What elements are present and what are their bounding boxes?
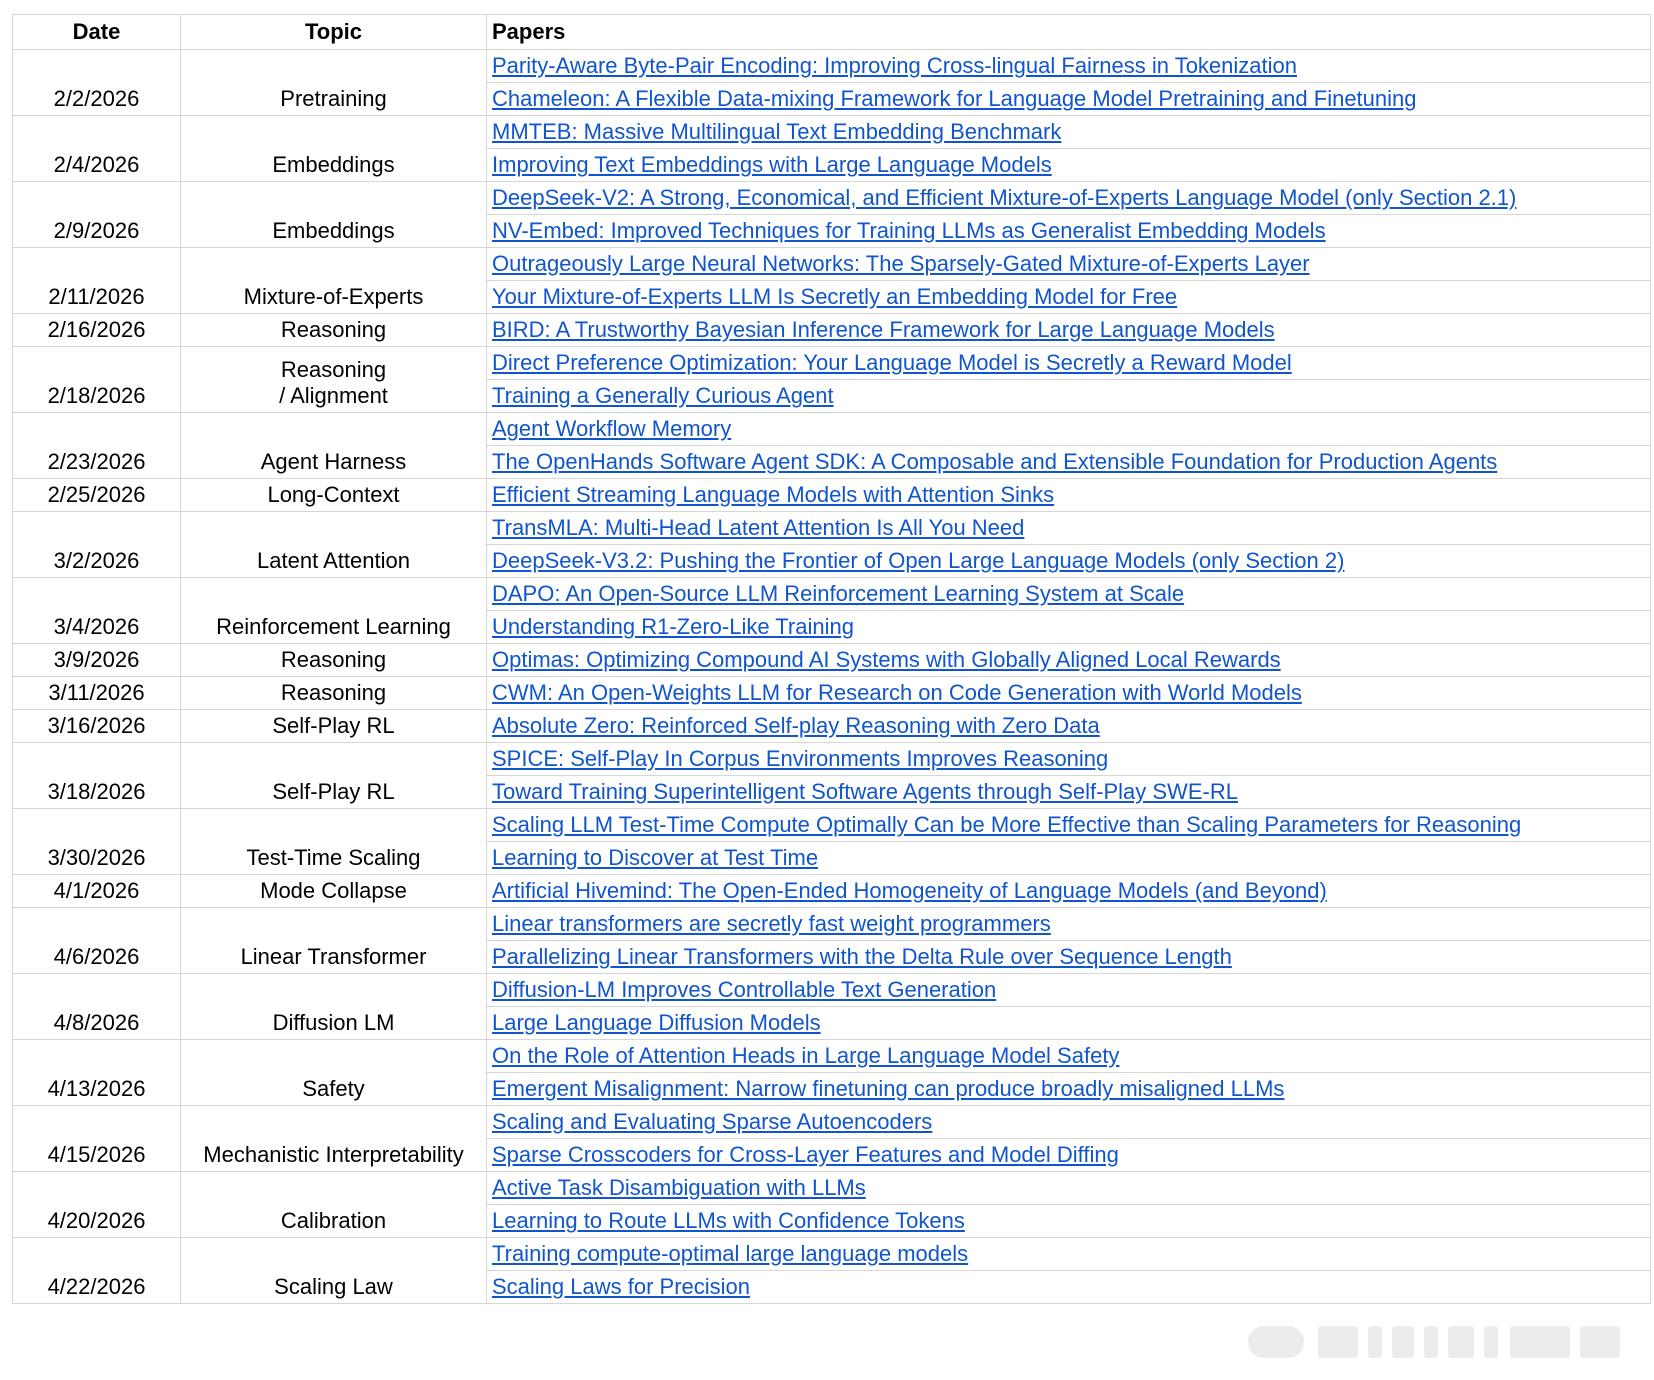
table-row xyxy=(13,50,1651,83)
paper-link[interactable]: Improving Text Embeddings with Large Language Models xyxy=(492,152,1052,177)
paper-link[interactable]: Emergent Misalignment: Narrow finetuning can produce broadly misaligned LLMs xyxy=(492,1076,1285,1101)
paper-cell xyxy=(487,941,1651,974)
topic-label: Self-Play RL xyxy=(272,779,395,804)
paper-link[interactable]: On the Role of Attention Heads in Large Language Model Safety xyxy=(492,1043,1120,1068)
paper-cell xyxy=(487,776,1651,809)
paper-cell xyxy=(487,248,1651,281)
table-row xyxy=(13,479,1651,512)
topic-cell xyxy=(181,1172,487,1238)
table-body xyxy=(13,50,1651,1304)
paper-link[interactable]: Efficient Streaming Language Models with Attention Sinks xyxy=(492,482,1055,507)
topic-cell xyxy=(181,50,487,116)
topic-cell xyxy=(181,314,487,347)
paper-cell xyxy=(487,347,1651,380)
date-cell: 2/18/2026 xyxy=(13,347,181,413)
table-row xyxy=(13,413,1651,446)
topic-cell xyxy=(181,578,487,644)
paper-link[interactable]: Training a Generally Curious Agent xyxy=(492,383,834,408)
paper-cell xyxy=(487,611,1651,644)
topic-label: Pretraining xyxy=(280,86,387,111)
topic-label: Test-Time Scaling xyxy=(246,845,421,870)
paper-link[interactable]: The OpenHands Software Agent SDK: A Composable and Extensible Foundation for Production Agents xyxy=(492,449,1498,474)
topic-label: Reasoning xyxy=(280,317,387,342)
topic-cell xyxy=(181,644,487,677)
paper-cell xyxy=(487,1205,1651,1238)
topic-label: Embeddings xyxy=(272,152,395,177)
date-cell: 4/22/2026 xyxy=(13,1238,181,1304)
date-cell: 4/1/2026 xyxy=(13,875,181,908)
paper-cell xyxy=(487,1271,1651,1304)
paper-link[interactable]: Artificial Hivemind: The Open-Ended Homogeneity of Language Models (and Beyond) xyxy=(492,878,1327,903)
topic-label: Mixture-of-Experts xyxy=(243,284,424,309)
paper-link[interactable]: DeepSeek-V3.2: Pushing the Frontier of Open Large Language Models (only Section 2) xyxy=(492,548,1345,573)
date-cell: 3/16/2026 xyxy=(13,710,181,743)
paper-link[interactable]: Training compute-optimal large language models xyxy=(492,1241,969,1266)
paper-link[interactable]: Absolute Zero: Reinforced Self-play Reasoning with Zero Data xyxy=(492,713,1100,738)
topic-cell xyxy=(181,248,487,314)
header-date: Date xyxy=(13,15,181,50)
paper-cell xyxy=(487,182,1651,215)
paper-cell xyxy=(487,875,1651,908)
table-row xyxy=(13,809,1651,842)
paper-link[interactable]: Sparse Crosscoders for Cross-Layer Features and Model Diffing xyxy=(492,1142,1119,1167)
paper-cell xyxy=(487,1106,1651,1139)
paper-cell xyxy=(487,842,1651,875)
paper-link[interactable]: Your Mixture-of-Experts LLM Is Secretly an Embedding Model for Free xyxy=(492,284,1178,309)
paper-cell xyxy=(487,677,1651,710)
topic-label: Embeddings xyxy=(272,218,395,243)
topic-label: Diffusion LM xyxy=(272,1010,395,1035)
topic-cell xyxy=(181,413,487,479)
topic-cell xyxy=(181,743,487,809)
topic-label: Reasoning / Alignment xyxy=(279,357,388,408)
date-cell: 4/15/2026 xyxy=(13,1106,181,1172)
paper-cell xyxy=(487,380,1651,413)
date-cell: 3/11/2026 xyxy=(13,677,181,710)
date-cell: 4/13/2026 xyxy=(13,1040,181,1106)
topic-cell xyxy=(181,116,487,182)
paper-cell xyxy=(487,908,1651,941)
topic-label: Scaling Law xyxy=(274,1274,393,1299)
table-row xyxy=(13,908,1651,941)
table-row xyxy=(13,182,1651,215)
table-row xyxy=(13,710,1651,743)
table-row xyxy=(13,1238,1651,1271)
table-row xyxy=(13,116,1651,149)
topic-cell xyxy=(181,908,487,974)
topic-cell xyxy=(181,479,487,512)
paper-cell xyxy=(487,314,1651,347)
topic-cell xyxy=(181,974,487,1040)
date-cell: 2/11/2026 xyxy=(13,248,181,314)
topic-label: Reasoning xyxy=(280,647,387,672)
paper-link[interactable]: MMTEB: Massive Multilingual Text Embedding Benchmark xyxy=(492,119,1062,144)
paper-cell xyxy=(487,1238,1651,1271)
date-cell: 2/9/2026 xyxy=(13,182,181,248)
table-row xyxy=(13,578,1651,611)
date-cell: 4/8/2026 xyxy=(13,974,181,1040)
paper-link[interactable]: Direct Preference Optimization: Your Language Model is Secretly a Reward Model xyxy=(492,350,1292,375)
topic-label: Latent Attention xyxy=(257,548,410,573)
paper-link[interactable]: Scaling and Evaluating Sparse Autoencoders xyxy=(492,1109,933,1134)
table-row xyxy=(13,875,1651,908)
date-cell: 2/2/2026 xyxy=(13,50,181,116)
date-cell: 3/30/2026 xyxy=(13,809,181,875)
watermark xyxy=(1248,1320,1628,1368)
table-row xyxy=(13,512,1651,545)
paper-link[interactable]: BIRD: A Trustworthy Bayesian Inference Framework for Large Language Models xyxy=(492,317,1275,342)
paper-link[interactable]: Understanding R1-Zero-Like Training xyxy=(492,614,854,639)
table-row xyxy=(13,677,1651,710)
date-cell: 3/4/2026 xyxy=(13,578,181,644)
paper-link[interactable]: TransMLA: Multi-Head Latent Attention Is All You Need xyxy=(492,515,1025,540)
paper-cell xyxy=(487,578,1651,611)
paper-cell xyxy=(487,479,1651,512)
paper-cell xyxy=(487,1040,1651,1073)
date-cell: 4/20/2026 xyxy=(13,1172,181,1238)
date-cell: 3/18/2026 xyxy=(13,743,181,809)
paper-cell xyxy=(487,446,1651,479)
paper-cell xyxy=(487,644,1651,677)
topic-cell xyxy=(181,1106,487,1172)
paper-cell xyxy=(487,710,1651,743)
paper-cell xyxy=(487,281,1651,314)
paper-link[interactable]: Active Task Disambiguation with LLMs xyxy=(492,1175,866,1200)
table-row xyxy=(13,1106,1651,1139)
topic-label: Mechanistic Interpretability xyxy=(203,1142,464,1167)
topic-label: Safety xyxy=(302,1076,365,1101)
table-row xyxy=(13,743,1651,776)
topic-cell xyxy=(181,347,487,413)
paper-cell xyxy=(487,1139,1651,1172)
paper-cell xyxy=(487,1007,1651,1040)
paper-cell xyxy=(487,413,1651,446)
topic-label: Linear Transformer xyxy=(240,944,427,969)
topic-cell xyxy=(181,677,487,710)
paper-link[interactable]: NV-Embed: Improved Techniques for Training LLMs as Generalist Embedding Models xyxy=(492,218,1326,243)
table-row xyxy=(13,248,1651,281)
topic-cell xyxy=(181,1040,487,1106)
paper-link[interactable]: SPICE: Self-Play In Corpus Environments Improves Reasoning xyxy=(492,746,1109,771)
paper-cell xyxy=(487,743,1651,776)
topic-cell xyxy=(181,182,487,248)
table-row xyxy=(13,347,1651,380)
paper-link[interactable]: Large Language Diffusion Models xyxy=(492,1010,821,1035)
paper-cell xyxy=(487,50,1651,83)
header-papers: Papers xyxy=(487,15,1651,50)
date-cell: 2/4/2026 xyxy=(13,116,181,182)
paper-link[interactable]: Linear transformers are secretly fast weight programmers xyxy=(492,911,1051,936)
paper-link[interactable]: Learning to Route LLMs with Confidence Tokens xyxy=(492,1208,965,1233)
paper-link[interactable]: CWM: An Open-Weights LLM for Research on Code Generation with World Models xyxy=(492,680,1302,705)
topic-label: Agent Harness xyxy=(260,449,407,474)
topic-cell xyxy=(181,710,487,743)
table-row xyxy=(13,314,1651,347)
paper-link[interactable]: Learning to Discover at Test Time xyxy=(492,845,819,870)
topic-cell xyxy=(181,809,487,875)
paper-cell xyxy=(487,512,1651,545)
topic-cell xyxy=(181,875,487,908)
topic-label: Long-Context xyxy=(267,482,400,507)
topic-label: Self-Play RL xyxy=(272,713,395,738)
table-row xyxy=(13,974,1651,1007)
topic-label: Calibration xyxy=(280,1208,387,1233)
paper-cell xyxy=(487,545,1651,578)
paper-cell xyxy=(487,83,1651,116)
paper-link[interactable]: Parallelizing Linear Transformers with the Delta Rule over Sequence Length xyxy=(492,944,1232,969)
paper-link[interactable]: Parity-Aware Byte-Pair Encoding: Improving Cross-lingual Fairness in Tokenization xyxy=(492,53,1297,78)
paper-cell xyxy=(487,809,1651,842)
paper-cell xyxy=(487,215,1651,248)
paper-cell xyxy=(487,1172,1651,1205)
paper-link[interactable]: Chameleon: A Flexible Data-mixing Framework for Language Model Pretraining and Finetuning xyxy=(492,86,1417,111)
date-cell: 3/2/2026 xyxy=(13,512,181,578)
date-cell: 2/25/2026 xyxy=(13,479,181,512)
topic-label: Mode Collapse xyxy=(260,878,407,903)
header-row xyxy=(13,15,1651,50)
paper-cell xyxy=(487,116,1651,149)
topic-label: Reinforcement Learning xyxy=(216,614,451,639)
topic-label: Reasoning xyxy=(280,680,387,705)
header-topic: Topic xyxy=(181,15,487,50)
schedule-table xyxy=(12,14,1651,1304)
paper-cell xyxy=(487,974,1651,1007)
paper-link[interactable]: Agent Workflow Memory xyxy=(492,416,732,441)
table-row xyxy=(13,1040,1651,1073)
date-cell: 2/16/2026 xyxy=(13,314,181,347)
paper-link[interactable]: Scaling LLM Test-Time Compute Optimally Can be More Effective than Scaling Parameters for Reasoning xyxy=(492,812,1522,837)
paper-link[interactable]: DeepSeek-V2: A Strong, Economical, and Efficient Mixture-of-Experts Language Model (only Section 2.1) xyxy=(492,185,1517,210)
paper-cell xyxy=(487,1073,1651,1106)
paper-cell xyxy=(487,149,1651,182)
date-cell: 3/9/2026 xyxy=(13,644,181,677)
paper-link[interactable]: DAPO: An Open-Source LLM Reinforcement Learning System at Scale xyxy=(492,581,1185,606)
paper-link[interactable]: Scaling Laws for Precision xyxy=(492,1274,751,1299)
topic-cell xyxy=(181,512,487,578)
date-cell: 4/6/2026 xyxy=(13,908,181,974)
paper-link[interactable]: Optimas: Optimizing Compound AI Systems with Globally Aligned Local Rewards xyxy=(492,647,1281,672)
paper-link[interactable]: Diffusion-LM Improves Controllable Text Generation xyxy=(492,977,997,1002)
date-cell: 2/23/2026 xyxy=(13,413,181,479)
topic-cell xyxy=(181,1238,487,1304)
paper-link[interactable]: Outrageously Large Neural Networks: The Sparsely-Gated Mixture-of-Experts Layer xyxy=(492,251,1310,276)
table-row xyxy=(13,644,1651,677)
paper-link[interactable]: Toward Training Superintelligent Software Agents through Self-Play SWE-RL xyxy=(492,779,1238,804)
table-row xyxy=(13,1172,1651,1205)
